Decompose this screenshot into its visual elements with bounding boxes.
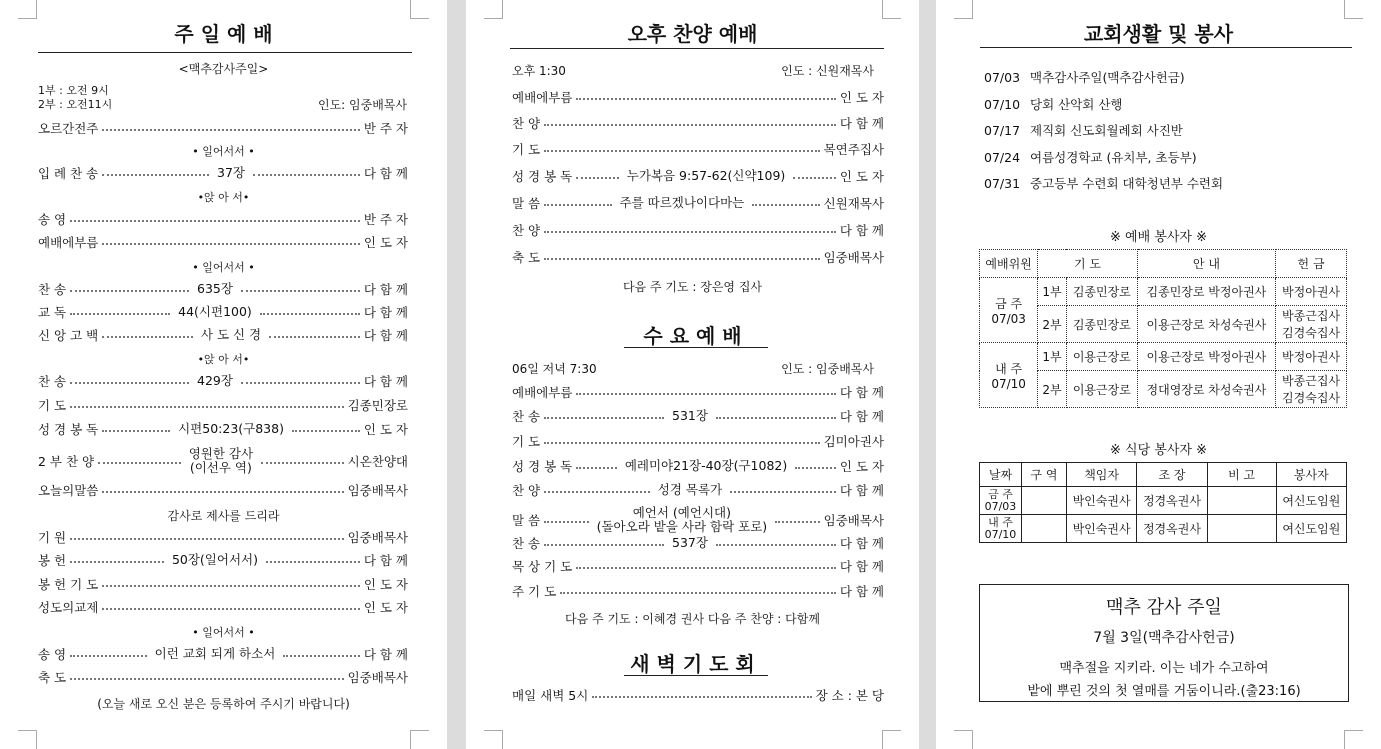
- guide-cell: 김종민장로 박정아권사: [1137, 278, 1275, 306]
- order-detail: 영원한 감사 (이선우 역): [188, 446, 254, 475]
- leader-dots: [716, 417, 836, 419]
- part-cell: 2부: [1038, 306, 1067, 343]
- order-detail: 예언서 (예언시대) (돌아오라 밭을 사라 함락 포로): [596, 505, 768, 534]
- order-row: [512, 557, 884, 575]
- order-row: [38, 164, 408, 182]
- box-verse-2: 밭에 뿌린 것의 첫 열매를 거둠이니라.(출23:16): [1027, 684, 1301, 699]
- order-row: [38, 396, 408, 414]
- order-label: 봉 헌: [38, 553, 67, 568]
- week-cell: 내 주 07/10: [980, 343, 1038, 408]
- order-row: [38, 326, 408, 344]
- order-person: 다 함 께: [363, 647, 409, 662]
- order-person: 다 함 께: [839, 223, 884, 238]
- leader-dots: [70, 678, 343, 680]
- order-label: 성 경 봉 독: [512, 169, 573, 184]
- order-row: [38, 372, 408, 390]
- leader-dots: [70, 561, 164, 563]
- order-person: 다 함 께: [839, 536, 884, 551]
- leader-dots: [102, 608, 359, 610]
- leader-dots: [730, 491, 836, 493]
- stand-note: • 일어서서 •: [192, 145, 255, 158]
- order-person: 임중배목사: [823, 513, 885, 528]
- order-person: 임중배목사: [347, 670, 408, 685]
- part-cell: 1부: [1038, 343, 1067, 371]
- wednesday-next: 다음 주 기도 : 이혜경 권사 다음 주 찬양 : 다함께: [565, 612, 820, 626]
- chief-cell: 정경옥권사: [1137, 515, 1207, 543]
- prayer-cell: 김종민장로: [1066, 306, 1137, 343]
- order-detail: 37장: [217, 165, 246, 180]
- leader-dots: [102, 129, 359, 131]
- order-person: 다 함 께: [839, 584, 884, 599]
- order-label: 찬 송: [512, 409, 541, 424]
- table-header: 기 도: [1038, 250, 1138, 278]
- bulletin-page-afternoon: [466, 0, 919, 749]
- order-label: 성 경 봉 독: [512, 459, 573, 474]
- box-date: 7월 3일(맥추감사헌금): [1093, 630, 1235, 646]
- leader-dots: [544, 491, 650, 493]
- part-cell: 2부: [1038, 371, 1067, 408]
- leader-dots: [102, 174, 209, 176]
- order-row: [512, 383, 884, 401]
- service-time: 오후 1:30: [512, 64, 566, 78]
- leader-dots: [576, 567, 836, 569]
- lead-cell: 박인숙권사: [1066, 515, 1136, 543]
- order-row: [512, 88, 884, 106]
- order-label: 오르간전주: [38, 121, 99, 136]
- leader-dots: [241, 290, 360, 292]
- crop-mark: [484, 730, 503, 749]
- order-detail: 사 도 신 경: [200, 327, 262, 342]
- table-header: 봉사자: [1276, 463, 1346, 487]
- table-row: [980, 278, 1347, 306]
- part-cell: 1부: [1038, 278, 1067, 306]
- event-date: 07/24: [984, 149, 1021, 165]
- order-label: 봉 헌 기 도: [38, 577, 99, 592]
- dawn-row: [512, 686, 884, 704]
- order-person: 인 도 자: [839, 169, 885, 184]
- order-label: 송 영: [38, 212, 67, 227]
- order-person: 반 주 자: [363, 121, 408, 136]
- box-verse-1: 맥추절을 지키라. 이는 네가 수고하여: [1059, 661, 1269, 676]
- table-header: 조 장: [1137, 463, 1207, 487]
- order-label: 예배에부름: [512, 385, 573, 400]
- meal-volunteers-title: ※ 식당 봉사자 ※: [1110, 443, 1207, 458]
- sit-note: •앉 아 서•: [197, 353, 250, 366]
- order-row: [512, 457, 884, 475]
- order-label: 신 앙 고 백: [38, 328, 99, 343]
- table-header: 책임자: [1066, 463, 1136, 487]
- leader-dots: [576, 393, 835, 395]
- crop-mark: [18, 730, 37, 749]
- table-row: [980, 515, 1347, 543]
- order-person: 인 도 자: [363, 577, 408, 592]
- order-person: 인 도 자: [363, 422, 409, 437]
- order-person: 다 함 께: [839, 385, 884, 400]
- order-person: 다 함 께: [363, 328, 408, 343]
- crop-mark: [882, 0, 901, 19]
- guide-cell: 이용근장로 박정아권사: [1137, 343, 1275, 371]
- order-person: 김종민장로: [347, 398, 408, 413]
- page-title: 교회생활 및 봉사: [1083, 22, 1234, 46]
- table-header: 비 고: [1207, 463, 1276, 487]
- prayer-cell: 김종민장로: [1066, 278, 1137, 306]
- page-title: 오후 찬양 예배: [627, 22, 758, 46]
- leader-dots: [544, 258, 819, 260]
- order-person: 시온찬양대: [347, 454, 409, 469]
- order-person: 다 함 께: [839, 483, 885, 498]
- leader-dots: [241, 382, 360, 384]
- order-person: 다 함 께: [363, 166, 408, 181]
- next-prayer: 다음 주 기도 : 장은영 집사: [622, 280, 763, 294]
- order-detail: 시편50:23(구838): [178, 421, 284, 436]
- order-person: 인 도 자: [363, 600, 408, 615]
- order-row: [512, 248, 884, 266]
- order-row: [38, 233, 408, 251]
- order-label: 기 도: [38, 398, 67, 413]
- leader-dots: [544, 204, 611, 206]
- event-text: 당회 산악회 산행: [1030, 96, 1123, 112]
- order-label: 성 경 봉 독: [38, 422, 99, 437]
- order-label: 찬 양: [512, 223, 541, 238]
- leader-dots: [102, 430, 170, 432]
- thanksgiving-box: [979, 584, 1349, 702]
- offering-cell: 박종근집사 김경숙집사: [1276, 306, 1347, 343]
- order-person: 신원재목사: [823, 196, 884, 211]
- order-row: [38, 119, 408, 137]
- order-row: [38, 575, 408, 593]
- order-row: [38, 598, 408, 616]
- leader-dots: [260, 313, 360, 315]
- order-detail: 537장: [672, 535, 708, 550]
- order-label: 말 씀: [512, 513, 541, 528]
- order-detail: 주를 따르겠나이다마는: [619, 195, 745, 210]
- order-person: 다 함 께: [839, 116, 884, 131]
- table-header: 안 내: [1137, 250, 1275, 278]
- title-rule: [510, 48, 884, 49]
- offering-cell: 박종근집사 김경숙집사: [1276, 371, 1347, 408]
- event-item: [984, 95, 1123, 113]
- leader-dots: [102, 585, 360, 587]
- order-row: [38, 528, 408, 546]
- order-label: 오늘의말씀: [38, 483, 99, 498]
- subtitle: <맥추감사주일>: [178, 62, 269, 76]
- order-person: 다 함 께: [363, 553, 409, 568]
- dawn-place: 장 소 : 본 당: [815, 688, 884, 703]
- guide-cell: 정대영장로 차성숙권사: [1137, 371, 1275, 408]
- order-row: [512, 114, 884, 132]
- sit-note: •앉 아 서•: [197, 191, 250, 204]
- order-label: 예배에부름: [38, 235, 99, 250]
- order-label: 예배에부름: [512, 90, 573, 105]
- leader-dots: [269, 336, 360, 338]
- order-row: [512, 534, 884, 552]
- stand-note: • 일어서서 •: [192, 626, 255, 639]
- crop-mark: [18, 0, 37, 19]
- order-label: 기 도: [512, 142, 541, 157]
- leader-dots: [576, 98, 835, 100]
- stand-note: • 일어서서 •: [192, 261, 255, 274]
- leader-dots: [102, 243, 359, 245]
- wednesday-leader: 인도 : 임중배목사: [781, 362, 874, 376]
- order-row: [38, 303, 408, 321]
- order-detail: 44(시편100): [178, 304, 252, 319]
- event-item: [984, 148, 1197, 166]
- prayer-cell: 이용근장로: [1066, 343, 1137, 371]
- order-person: 임중배목사: [823, 250, 884, 265]
- order-label: 2 부 찬 양: [38, 454, 95, 469]
- offering-cell: 박정아권사: [1276, 343, 1347, 371]
- order-label: 주 기 도: [512, 584, 557, 599]
- order-row: [38, 551, 408, 569]
- lead-cell: 박인숙권사: [1066, 487, 1136, 515]
- chief-cell: 정경옥권사: [1137, 487, 1207, 515]
- order-label: 송 영: [38, 647, 67, 662]
- leader-dots: [70, 655, 147, 657]
- leader-dots: [560, 592, 836, 594]
- event-date: 07/10: [984, 96, 1021, 112]
- service-time-1: 1부 : 오전 9시: [38, 84, 109, 97]
- leader-dots: [70, 313, 170, 315]
- order-detail: 예레미야21장-40장(구1082): [624, 458, 788, 473]
- table-header: 날짜: [980, 463, 1022, 487]
- leader-dots: [544, 521, 588, 523]
- order-person: 다 함 께: [363, 282, 408, 297]
- crop-mark: [882, 730, 901, 749]
- offering-cell: 박정아권사: [1276, 278, 1347, 306]
- wednesday-time: 06일 저녁 7:30: [512, 362, 597, 376]
- bulletin-page-sunday: [0, 0, 447, 749]
- order-row: [512, 194, 884, 212]
- leader-dots: [716, 544, 836, 546]
- title-rule: [624, 675, 768, 676]
- order-label: 찬 양: [512, 483, 541, 498]
- title-rule: [624, 347, 768, 348]
- leader: 인도 : 신원재목사: [781, 64, 874, 78]
- title-rule: [980, 47, 1352, 48]
- event-item: [984, 121, 1183, 139]
- order-detail: 429장: [197, 373, 233, 388]
- leader-dots: [102, 336, 193, 338]
- worship-volunteers-title: ※ 예배 봉사자 ※: [1110, 230, 1207, 245]
- leader-dots: [793, 177, 836, 179]
- order-person: 반 주 자: [363, 212, 408, 227]
- thanks-heading: 감사로 제사를 드리라: [167, 509, 280, 523]
- leader-dots: [292, 430, 360, 432]
- order-row: [38, 210, 408, 228]
- order-person: 인 도 자: [839, 459, 884, 474]
- order-person: 목연주집사: [823, 142, 884, 157]
- order-label: 말 씀: [512, 196, 541, 211]
- order-row: [512, 221, 884, 239]
- leader-dots: [592, 696, 811, 698]
- wednesday-title: 수 요 예 배: [643, 324, 742, 348]
- order-row: [38, 280, 408, 298]
- order-row: [38, 446, 408, 476]
- date-cell: 내 주 07/10: [980, 515, 1022, 543]
- leader-dots: [261, 462, 344, 464]
- table-row: [980, 487, 1347, 515]
- crop-mark: [1344, 730, 1363, 749]
- leader-dots: [544, 544, 664, 546]
- leader-dots: [266, 561, 360, 563]
- guide-cell: 이용근장로 차성숙권사: [1137, 306, 1275, 343]
- crop-mark: [410, 0, 429, 19]
- order-label: 축 도: [38, 670, 67, 685]
- footer-note: (오늘 새로 오신 분은 등록하여 주시기 바랍니다): [97, 697, 350, 711]
- order-row: [38, 481, 408, 499]
- leader-dots: [576, 177, 619, 179]
- order-label: 찬 송: [38, 282, 67, 297]
- order-row: [512, 140, 884, 158]
- order-row: [512, 167, 884, 185]
- leader-dots: [795, 467, 836, 469]
- leader-dots: [70, 382, 189, 384]
- order-person: 인 도 자: [839, 90, 884, 105]
- order-person: 다 함 께: [363, 374, 408, 389]
- leader-dots: [253, 174, 360, 176]
- order-detail: 누가복음 9:57-62(신약109): [626, 168, 786, 183]
- worship-volunteers-table: [979, 249, 1347, 408]
- leader-dots: [102, 491, 343, 493]
- leader-dots: [70, 220, 360, 222]
- leader-dots: [70, 538, 343, 540]
- title-rule: [38, 52, 412, 53]
- event-text: 제직회 신도회월례회 사진반: [1030, 123, 1183, 138]
- order-person: 다 함 께: [839, 409, 884, 424]
- order-row: [512, 582, 884, 600]
- table-header: 예배위원: [980, 250, 1038, 278]
- crop-mark: [1344, 0, 1363, 19]
- note-cell: [1207, 515, 1276, 543]
- leader-dots: [544, 417, 664, 419]
- box-title: 맥추 감사 주일: [1106, 597, 1222, 618]
- order-detail: 531장: [672, 408, 708, 423]
- leader-dots: [98, 462, 181, 464]
- order-row: [38, 420, 408, 438]
- leader-dots: [775, 521, 819, 523]
- leader-dots: [544, 442, 819, 444]
- table-header: 구 역: [1021, 463, 1066, 487]
- order-person: 다 함 께: [363, 305, 409, 320]
- crop-mark: [410, 730, 429, 749]
- leader-dots: [544, 124, 836, 126]
- order-person: 다 함 께: [839, 559, 884, 574]
- volunteer-cell: 여신도임원: [1276, 515, 1346, 543]
- order-label: 찬 양: [512, 116, 541, 131]
- order-person: 임중배목사: [347, 530, 408, 545]
- order-person: 임중배목사: [347, 483, 408, 498]
- event-text: 중고등부 수련회 대학청년부 수련회: [1030, 176, 1224, 191]
- meal-volunteers-table: [979, 462, 1347, 543]
- order-row: [512, 432, 884, 450]
- crop-mark: [484, 0, 503, 19]
- date-cell: 금 주 07/03: [980, 487, 1022, 515]
- dawn-time: 매일 새벽 5시: [512, 688, 589, 703]
- service-time-2: 2부 : 오전11시: [38, 98, 113, 111]
- event-date: 07/31: [984, 176, 1021, 191]
- order-row: [512, 407, 884, 425]
- event-date: 07/03: [984, 70, 1021, 85]
- leader: 인도: 임중배목사: [317, 98, 407, 112]
- leader-dots: [283, 655, 360, 657]
- order-row: [512, 505, 884, 535]
- event-text: 여름성경학교 (유치부, 초등부): [1030, 149, 1197, 165]
- dawn-title: 새 벽 기 도 회: [630, 652, 755, 676]
- order-person: 인 도 자: [363, 235, 408, 250]
- event-date: 07/17: [984, 123, 1021, 138]
- event-text: 맥추감사주일(맥추감사헌금): [1030, 70, 1185, 85]
- page-title: 주 일 예 배: [174, 22, 273, 46]
- leader-dots: [576, 467, 617, 469]
- table-row: [980, 343, 1347, 371]
- order-label: 찬 송: [512, 536, 541, 551]
- crop-mark: [954, 730, 973, 749]
- leader-dots: [70, 290, 189, 292]
- leader-dots: [544, 231, 836, 233]
- order-label: 목 상 기 도: [512, 559, 573, 574]
- order-label: 성도의교제: [38, 600, 99, 615]
- table-header: 헌 금: [1276, 250, 1347, 278]
- order-label: 기 원: [38, 530, 67, 545]
- volunteer-cell: 여신도임원: [1276, 487, 1346, 515]
- bulletin-page-church-life: [936, 0, 1381, 749]
- order-label: 입 례 찬 송: [38, 166, 99, 181]
- event-item: [984, 68, 1185, 86]
- area-cell: [1021, 515, 1066, 543]
- order-row: [38, 668, 408, 686]
- order-label: 찬 송: [38, 374, 67, 389]
- leader-dots: [70, 406, 343, 408]
- order-row: [512, 481, 884, 499]
- event-item: [984, 174, 1223, 192]
- order-detail: 50장(일어서서): [171, 552, 258, 567]
- order-detail: 성경 목록가: [657, 482, 723, 497]
- leader-dots: [544, 150, 819, 152]
- note-cell: [1207, 487, 1276, 515]
- week-cell: 금 주 07/03: [980, 278, 1038, 343]
- area-cell: [1021, 487, 1066, 515]
- order-label: 교 독: [38, 305, 67, 320]
- order-label: 기 도: [512, 434, 541, 449]
- order-person: 김미아권사: [823, 434, 884, 449]
- order-label: 축 도: [512, 250, 541, 265]
- prayer-cell: 이용근장로: [1066, 371, 1137, 408]
- order-detail: 이런 교회 되게 하소서: [154, 646, 276, 661]
- crop-mark: [954, 0, 973, 19]
- order-row: [38, 645, 408, 663]
- leader-dots: [752, 204, 819, 206]
- order-detail: 635장: [197, 281, 233, 296]
